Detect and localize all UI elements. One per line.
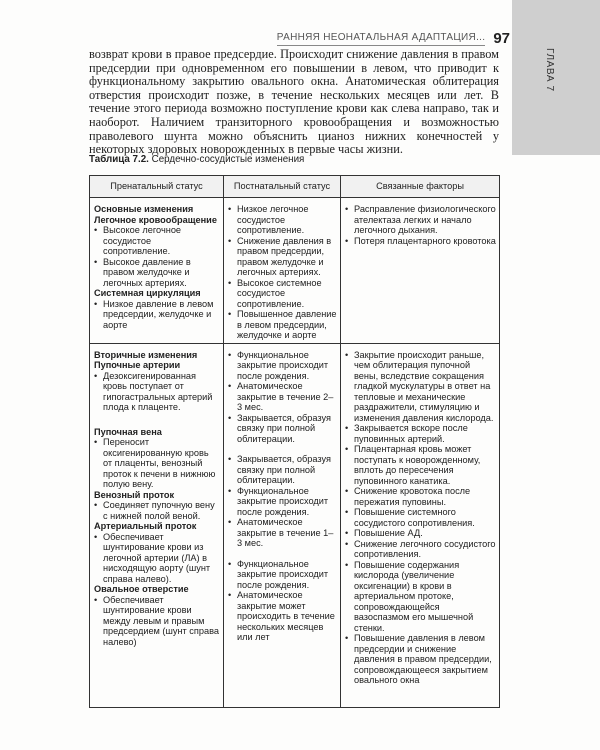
list-item: • Закрытие происходит раньше, чем облитерация пупочной вены, вследствие сокращения гладкой мускулатуры в ответ на тепловые и механические раздражители, стимуляцию и изменения давления кислорода. [345, 350, 496, 424]
list-item: • Дезоксигенированная кровь поступает от гипогастральных артерий плода к плаценте. [94, 371, 220, 413]
list-item: • Соединяет пупочную вену с нижней полой веной. [94, 500, 220, 521]
running-head: РАННЯЯ НЕОНАТАЛЬНАЯ АДАПТАЦИЯ... [277, 32, 486, 46]
list-item: • Низкое давление в левом предсердии, желудочке и аорте [94, 299, 220, 331]
list-item: • Закрывается, образуя связку при полной облитерации. [228, 454, 337, 486]
list-item: • Повышение системного сосудистого сопротивления. [345, 507, 496, 528]
cardiovascular-changes-table [89, 175, 500, 708]
chapter-tab-label: ГЛАВА 7 [544, 48, 555, 92]
list-item: • Обеспечивает шунтирование крови из легочной артерии (ЛА) в нисходящую аорту (шунт справа налево). [94, 532, 220, 585]
list-item: • Снижение легочного сосудистого сопротивления. [345, 539, 496, 560]
header-factors: Связанные факторы [341, 176, 500, 198]
header-prenatal: Пренатальный статус [90, 176, 224, 198]
table-header-row [90, 176, 500, 198]
table-caption [89, 154, 304, 165]
subheading: Овальное отверстие [94, 584, 189, 594]
cell-factors-main [341, 198, 500, 344]
list-item: • Функциональное закрытие происходит после рождения. [228, 486, 337, 518]
list-item: • Низкое легочное сосудистое сопротивление. [228, 204, 337, 236]
subheading: Пупочные артерии [94, 360, 181, 370]
page-header [0, 30, 510, 47]
list-item: • Повышение давления в левом предсердии и снижение давления в правом предсердии, сопровождающееся закрытием овального окна [345, 633, 496, 686]
subheading: Артериальный проток [94, 521, 197, 531]
table-row [90, 343, 500, 708]
table-row [90, 198, 500, 344]
list-item: • Функциональное закрытие происходит после рождения. [228, 350, 337, 382]
cell-prenatal-main [90, 198, 224, 344]
section-heading: Вторичные изменения [94, 349, 198, 360]
list-item: • Анатомическое закрытие может происходить в течение нескольких месяцев или лет [228, 590, 337, 643]
body-paragraph: возврат крови в правое предсердие. Происходит снижение давления в правом предсердии при одновременном его повышении в левом, что приводит к функциональному закрытию овального окна. Анатомическая облитерация отверстия происходит позже, в течение нескольких месяцев или лет. В течение этого периода возможно поступление крови как слева направо, так и наоборот. Наличием транзиторного кровообращения и возможностью праволевого шунта можно объяснить цианоз нижних конечностей у некоторых здоровых новорожденных в первые часы жизни. [89, 47, 499, 157]
header-postnatal: Постнатальный статус [224, 176, 341, 198]
list-item: • Потеря плацентарного кровотока [345, 236, 496, 247]
section-heading: Основные изменения [94, 204, 194, 214]
subheading: Легочное кровообращение [94, 214, 217, 225]
list-item: • Расправление физиологического ателектаза легких и начало легочного дыхания. [345, 204, 496, 236]
list-item: • Повышение АД. [345, 528, 496, 539]
list-item: • Высокое давление в правом желудочке и легочных артериях. [94, 257, 220, 289]
list-item: • Закрывается вскоре после пуповинных артерий. [345, 423, 496, 444]
list-item: • Повышенное давление в левом предсердии, желудочке и аорте [228, 309, 337, 341]
subheading: Венозный проток [94, 489, 175, 500]
list-item: • Анатомическое закрытие в течение 2–3 мес. [228, 381, 337, 413]
table-caption-label: Таблица 7.2. [89, 154, 149, 165]
cell-postnatal-main [224, 198, 341, 344]
list-item: • Снижение давления в правом предсердии, правом желудочке и легочных артериях. [228, 236, 337, 278]
subheading: Пупочная вена [94, 426, 162, 437]
list-item: • Повышение содержания кислорода (увеличение оксигенации) в крови в артериальном протоке, сопровождающейся вазоспазмом его мышечной стенки. [345, 560, 496, 634]
list-item: • Закрывается, образуя связку при полной облитерации. [228, 413, 337, 445]
chapter-tab [512, 0, 600, 155]
list-item: • Плацентарная кровь может поступать к новорожденному, вплоть до пересечения пуповинного канатика. [345, 444, 496, 486]
list-item: • Обеспечивает шунтирование крови между левым и правым предсердием (шунт справа налево) [94, 595, 220, 648]
list-item: • Переносит оксигенированную кровь от плаценты, венозный проток к печени в нижнюю полую вену. [94, 437, 220, 490]
subheading: Системная циркуляция [94, 288, 201, 298]
list-item: • Высокое системное сосудистое сопротивление. [228, 278, 337, 310]
list-item: • Снижение кровотока после пережатия пуповины. [345, 486, 496, 507]
cell-prenatal-secondary [90, 343, 224, 708]
table-caption-title: Сердечно-сосудистые изменения [151, 154, 305, 165]
list-item: • Анатомическое закрытие в течение 1–3 мес. [228, 517, 337, 549]
list-item: • Функциональное закрытие происходит после рождения. [228, 559, 337, 591]
list-item: • Высокое легочное сосудистое сопротивление. [94, 225, 220, 257]
page-number: 97 [493, 30, 510, 47]
cell-factors-secondary [341, 343, 500, 708]
cell-postnatal-secondary [224, 343, 341, 708]
